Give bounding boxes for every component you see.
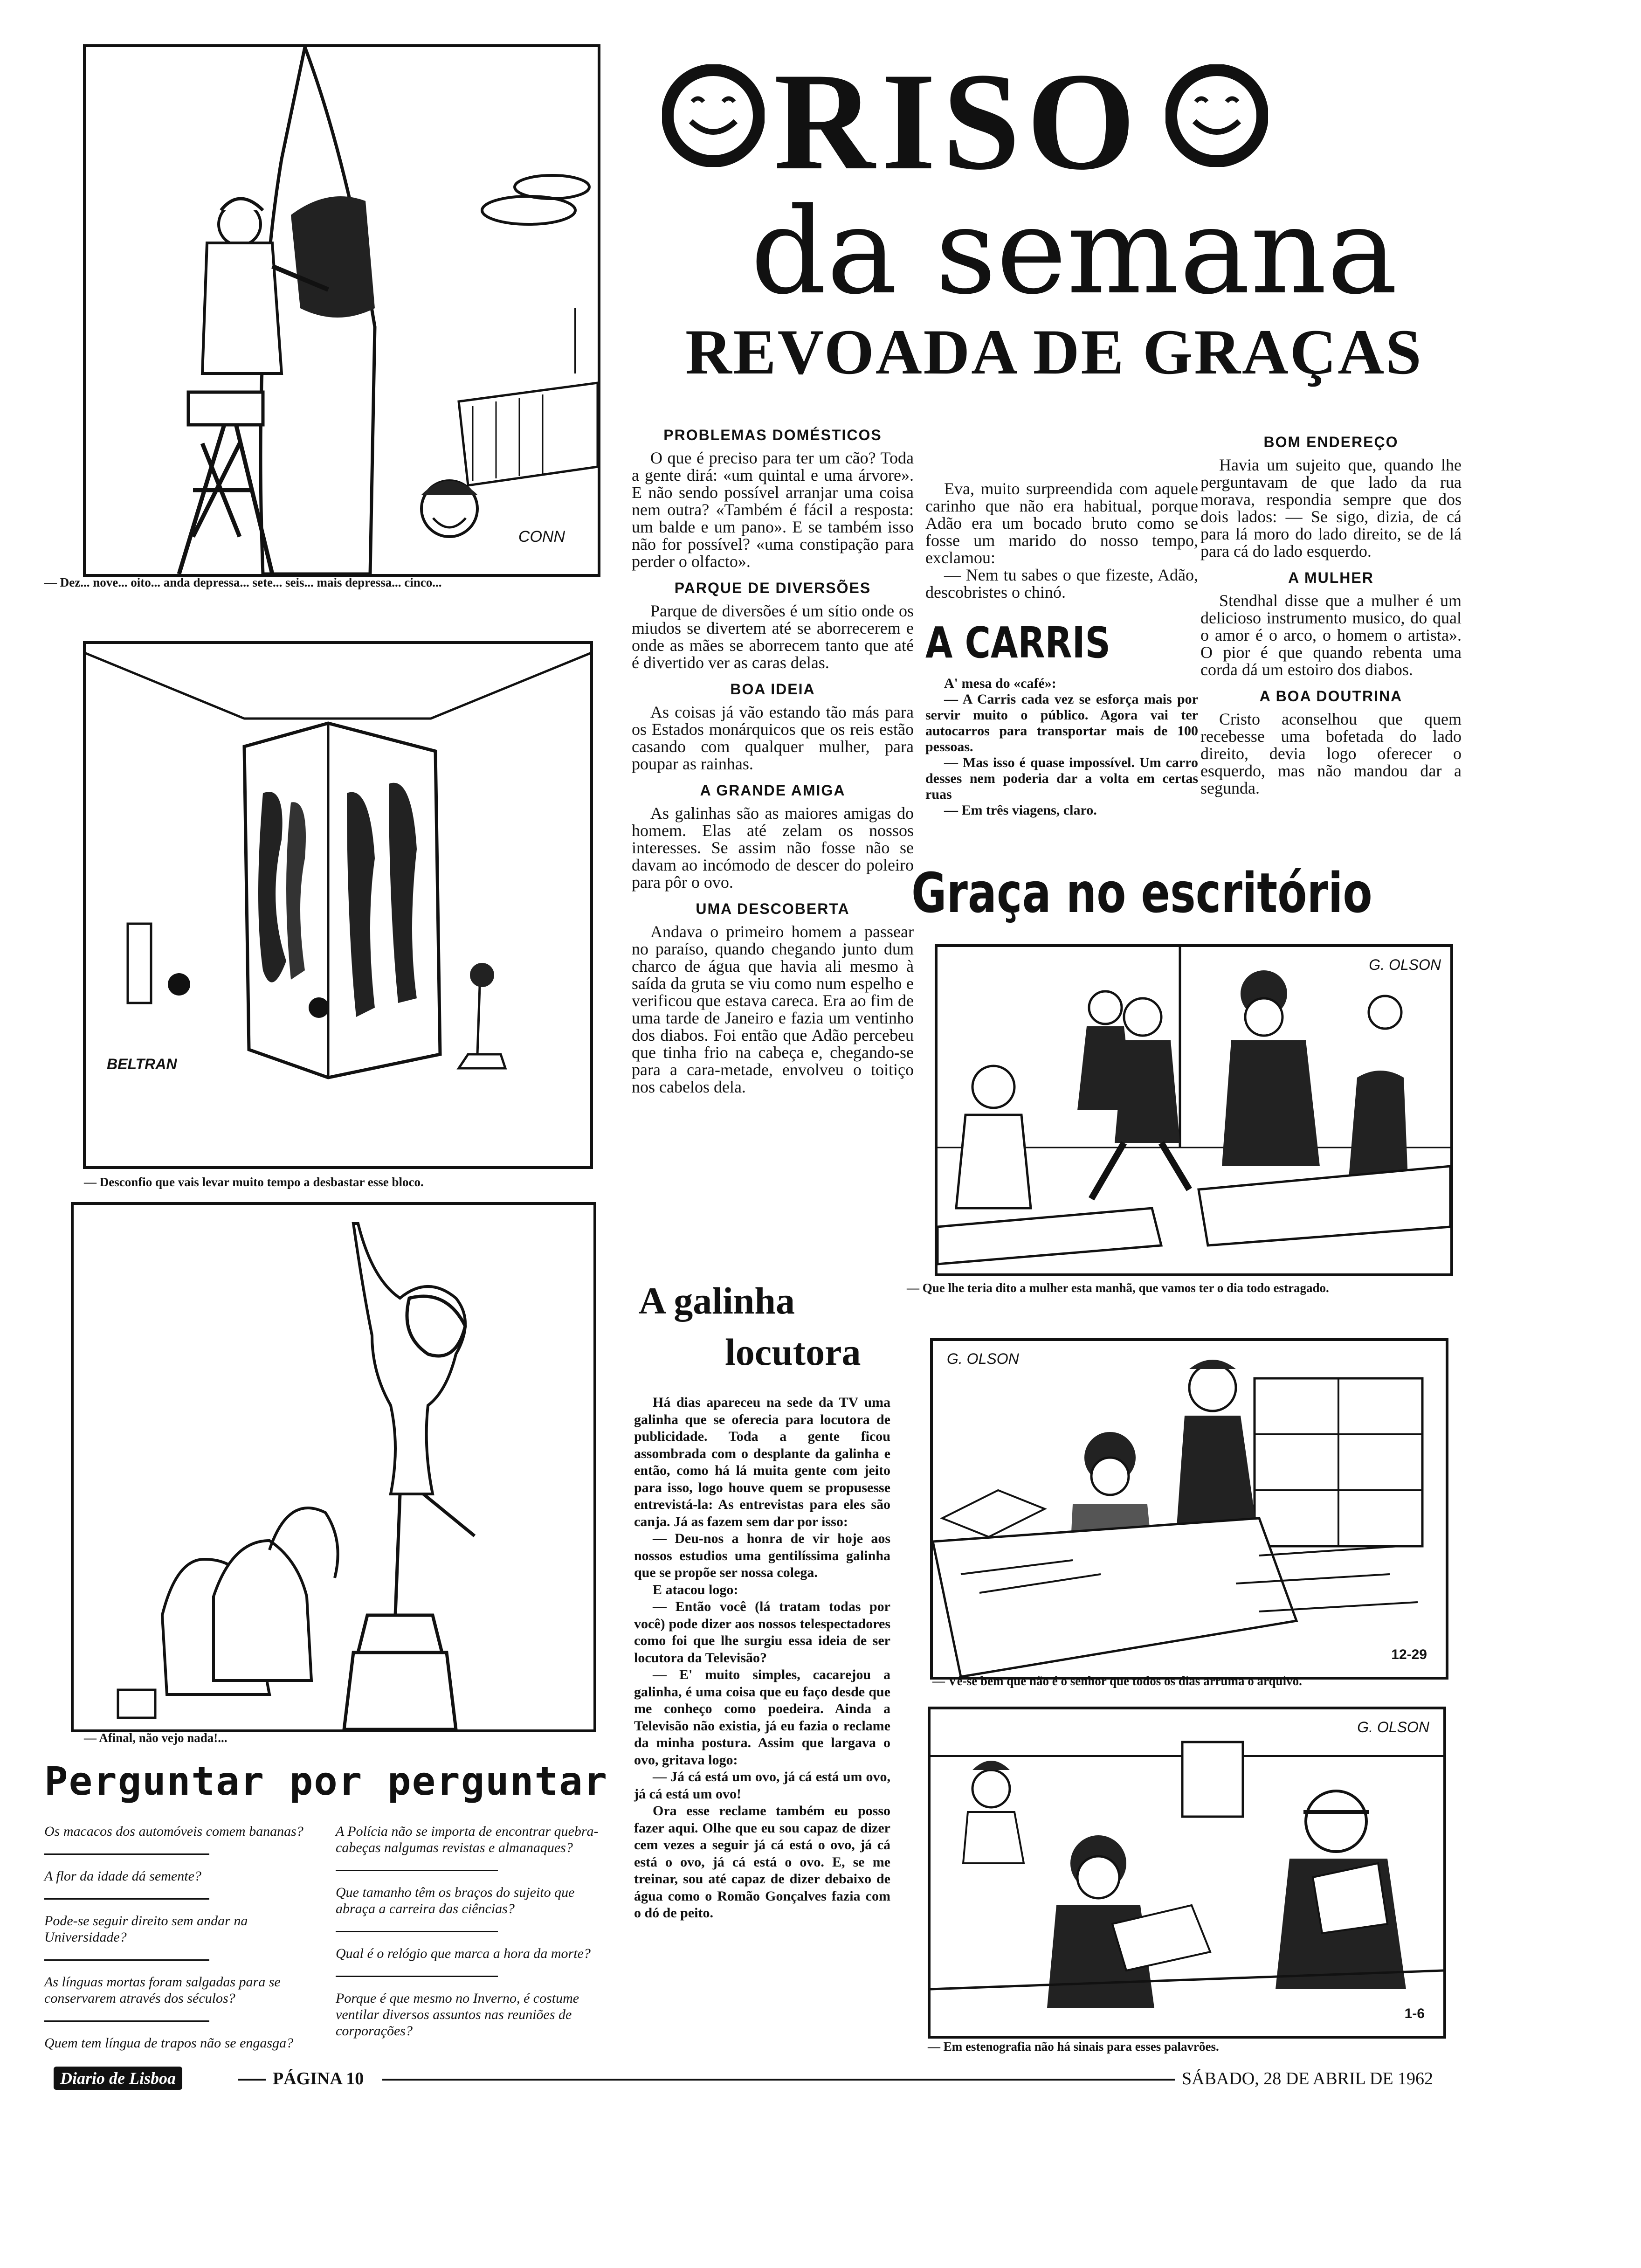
section-text: — Em três viagens, claro. <box>944 802 1097 818</box>
article-paragraph: — E' muito simples, cacarejou a galinha, é uma coisa que eu faço desde que me conheço como poedeira. Ainda a Televisão não existia, já eu fazia o reclame da minha postura. Assim que largava o ovo, gritava logo: <box>634 1667 890 1768</box>
section-text: As coisas já vão estando tão más para os Estados monárquicos que os reis estão casando com qualquer mulher, para poupar as rainhas. <box>632 703 914 773</box>
question: Pode-se seguir direito sem andar na Universidade? <box>44 1913 248 1945</box>
cartoon-office-archive <box>930 1338 1448 1680</box>
article-paragraph: — Então você (lá tratam todas por você) pode dizer aos nossos telespectadores como foi que lhe surgiu essa ideia de ser locutora da Televisão? <box>634 1599 890 1666</box>
question: Qual é o relógio que marca a hora da morte? <box>336 1946 591 1961</box>
question: As línguas mortas foram salgadas para se conservarem através dos séculos? <box>44 1974 281 2006</box>
cartoon5-caption: — Vê-se bem que não é o senhor que todos os dias arruma o arquivo. <box>932 1674 1302 1688</box>
issue-date: SÁBADO, 28 DE ABRIL DE 1962 <box>1182 2069 1434 2088</box>
perguntar-right-column <box>336 1823 606 2053</box>
text-column-3 <box>1200 434 1462 797</box>
question: Que tamanho têm os braços do sujeito que abraça a carreira das ciências? <box>336 1885 575 1916</box>
cartoon-rocket-painter <box>83 44 600 577</box>
galinha-article <box>634 1394 890 1922</box>
galinha-title-1: A galinha <box>639 1279 795 1322</box>
section-title: UMA DESCOBERTA <box>696 900 850 917</box>
semana-title: da semana <box>751 182 1398 321</box>
carris-title: A CARRIS <box>925 618 1110 668</box>
section-title: A BOA DOUTRINA <box>1259 688 1403 705</box>
question: A flor da idade dá semente? <box>44 1868 201 1884</box>
section-text: As galinhas são as maiores amigas do homem. Elas até zelam os nossos interesses. Se assim não fosse não se davam ao incómodo de descer do poleiro para pôr o ovo. <box>632 804 914 892</box>
masthead <box>657 44 1473 387</box>
article-paragraph: — Já cá está um ovo, já cá está um ovo, já cá está um ovo! <box>634 1769 890 1802</box>
section-text: — Mas isso é quase impossível. Um carro desses nem poderia dar a volta em certas ruas <box>925 755 1198 802</box>
footer-rule-left <box>238 2079 266 2081</box>
text-column-1 <box>632 427 914 1096</box>
cartoon-office-walk <box>935 944 1453 1276</box>
section-title: PARQUE DE DIVERSÕES <box>674 580 871 596</box>
footer-rule-middle <box>382 2079 1175 2081</box>
cartoon2-signature: BELTRAN <box>107 1056 177 1072</box>
carris-dialogue <box>925 676 1198 818</box>
newspaper-logo: Diario de Lisboa <box>54 2067 182 2090</box>
galinha-title-2: locutora <box>725 1331 861 1373</box>
smiley-left-icon <box>662 64 765 167</box>
section-text: Parque de diversões é um sítio onde os miudos se divertem até se aborrecerem e onde as mães se aborrecem tanto que até é divertido ver as caras delas. <box>632 602 914 672</box>
question: Quem tem língua de trapos não se engasga? <box>44 2035 294 2051</box>
section-text: Eva, muito surpreendida com aquele carinho que não era habitual, porque Adão era um bocado bruto como se fosse um marido do nosso tempo, exclamou: <box>925 479 1198 567</box>
riso-title: RISO <box>774 44 1142 199</box>
cartoon6-date: 1-6 <box>1404 2006 1425 2021</box>
article-paragraph: Há dias apareceu na sede da TV uma galinha que se oferecia para locutora de publicidade. Toda a gente ficou assombrada com o desplante da galinha e então, como há lá muita gente com jeito para isso, logo houve quem se propusesse entrevistá-la: As entrevistas para eles são canja. Já as fazem sem dar por isso: <box>634 1395 890 1529</box>
footer-bar <box>44 2066 1462 2094</box>
question: A Polícia não se importa de encontrar quebra-cabeças nalgumas revistas e almanaques? <box>336 1824 599 1855</box>
cartoon1-caption: — Dez... nove... oito... anda depressa... sete... seis... mais depressa... cinco... <box>44 575 442 589</box>
article-paragraph: E atacou logo: <box>653 1582 738 1597</box>
section-text: — A Carris cada vez se esforça mais por servir muito o público. Agora vai ter autocarros para transportar mais de 100 pessoas. <box>925 691 1198 754</box>
question: Porque é que mesmo no Inverno, é costume ventilar diversos assuntos nas reuniões de corporações? <box>336 1991 579 2039</box>
article-paragraph: — Deu-nos a honra de vir hoje aos nossos estudios uma gentilíssima galinha que se propõe ser nossa colega. <box>634 1531 890 1580</box>
section-text: Andava o primeiro homem a passear no paraíso, quando chegando junto dum charco de água que havia ali mesmo à saída da gruta se viu como num espelho e verificou que estava careca. Era ao fim de uma tarde de Janeiro e fazia um ventinho dos diabos. Foi então que Adão percebeu que tinha frio na cabeça e, chegando-se para a cara-metade, envolveu o toitiço nos cabelos dela. <box>632 922 914 1096</box>
section-title: BOM ENDEREÇO <box>1263 434 1399 450</box>
section-title: A GRANDE AMIGA <box>700 782 846 799</box>
section-text: O que é preciso para ter um cão? Toda a gente dirá: «um quintal e uma árvore». E não sendo possível arranjar uma coisa nem outra? «Também é fácil a resposta: um balde e um pano». E se também isso não for possível? «uma constipação para perder o olfacto». <box>632 449 914 571</box>
cartoon-sculpture-block <box>83 641 593 1169</box>
revoada-subtitle: REVOADA DE GRAÇAS <box>685 316 1423 387</box>
cartoon6-caption: — Em estenografia não há sinais para esses palavrões. <box>928 2040 1219 2054</box>
cartoon5-signature: G. OLSON <box>947 1350 1019 1367</box>
question: Os macacos dos automóveis comem bananas? <box>44 1824 303 1839</box>
section-text: — Nem tu sabes o que fizeste, Adão, descobristes o chinó. <box>925 566 1198 602</box>
smiley-right-icon <box>1165 64 1268 167</box>
cartoon3-caption: — Afinal, não vejo nada!... <box>84 1731 228 1745</box>
section-title: BOA IDEIA <box>730 681 815 698</box>
perguntar-title: Perguntar por perguntar <box>44 1758 608 1804</box>
cartoon2-caption: — Desconfio que vais levar muito tempo a desbastar esse bloco. <box>84 1175 424 1189</box>
section-title: PROBLEMAS DOMÉSTICOS <box>663 427 882 443</box>
section-text: Stendhal disse que a mulher é um delicioso instrumento musico, do qual o amor é o arco, o homem o artista». O pior é que quando rebenta uma corda dá um estoiro dos diabos. <box>1200 591 1462 679</box>
cartoon4-signature: G. OLSON <box>1369 956 1441 973</box>
page-number: PÁGINA 10 <box>273 2069 364 2088</box>
section-text: A' mesa do «café»: <box>944 676 1056 691</box>
cartoon-statue-spectators <box>71 1202 596 1732</box>
cartoon4-caption: — Que lhe teria dito a mulher esta manhã, que vamos ter o dia todo estragado. <box>907 1281 1329 1295</box>
cartoon1-signature: CONN <box>518 528 565 546</box>
escritorio-title: Graça no escritório <box>911 861 1372 925</box>
section-title: A MULHER <box>1288 569 1374 586</box>
article-paragraph: Ora esse reclame também eu posso fazer aqui. Olhe que eu sou capaz de dizer cem vezes a seguir já cá está o ovo, já cá está o ovo, já cá está o ovo. E, se me treinar, sou até capaz de dizer debaixo de água como o Romão Gonçalves fazia com o dó de peito. <box>634 1803 890 1921</box>
cartoon6-signature: G. OLSON <box>1357 1719 1429 1736</box>
perguntar-left-column <box>44 1823 319 2065</box>
section-text: Havia um sujeito que, quando lhe perguntavam de que lado da rua morava, respondia sempre que dos dois lados: — Se sigo, dizia, de cá para lá moro do lado direito, se de lá para cá do lado esquerdo. <box>1200 456 1462 560</box>
cartoon-office-stenography <box>928 1707 1446 2039</box>
cartoon5-date: 12-29 <box>1391 1647 1427 1662</box>
section-text: Cristo aconselhou que quem recebesse uma bofetada do lado direito, devia logo oferecer o esquerdo, mas não mandou dar a segunda. <box>1200 710 1462 797</box>
text-column-2 <box>925 480 1198 818</box>
